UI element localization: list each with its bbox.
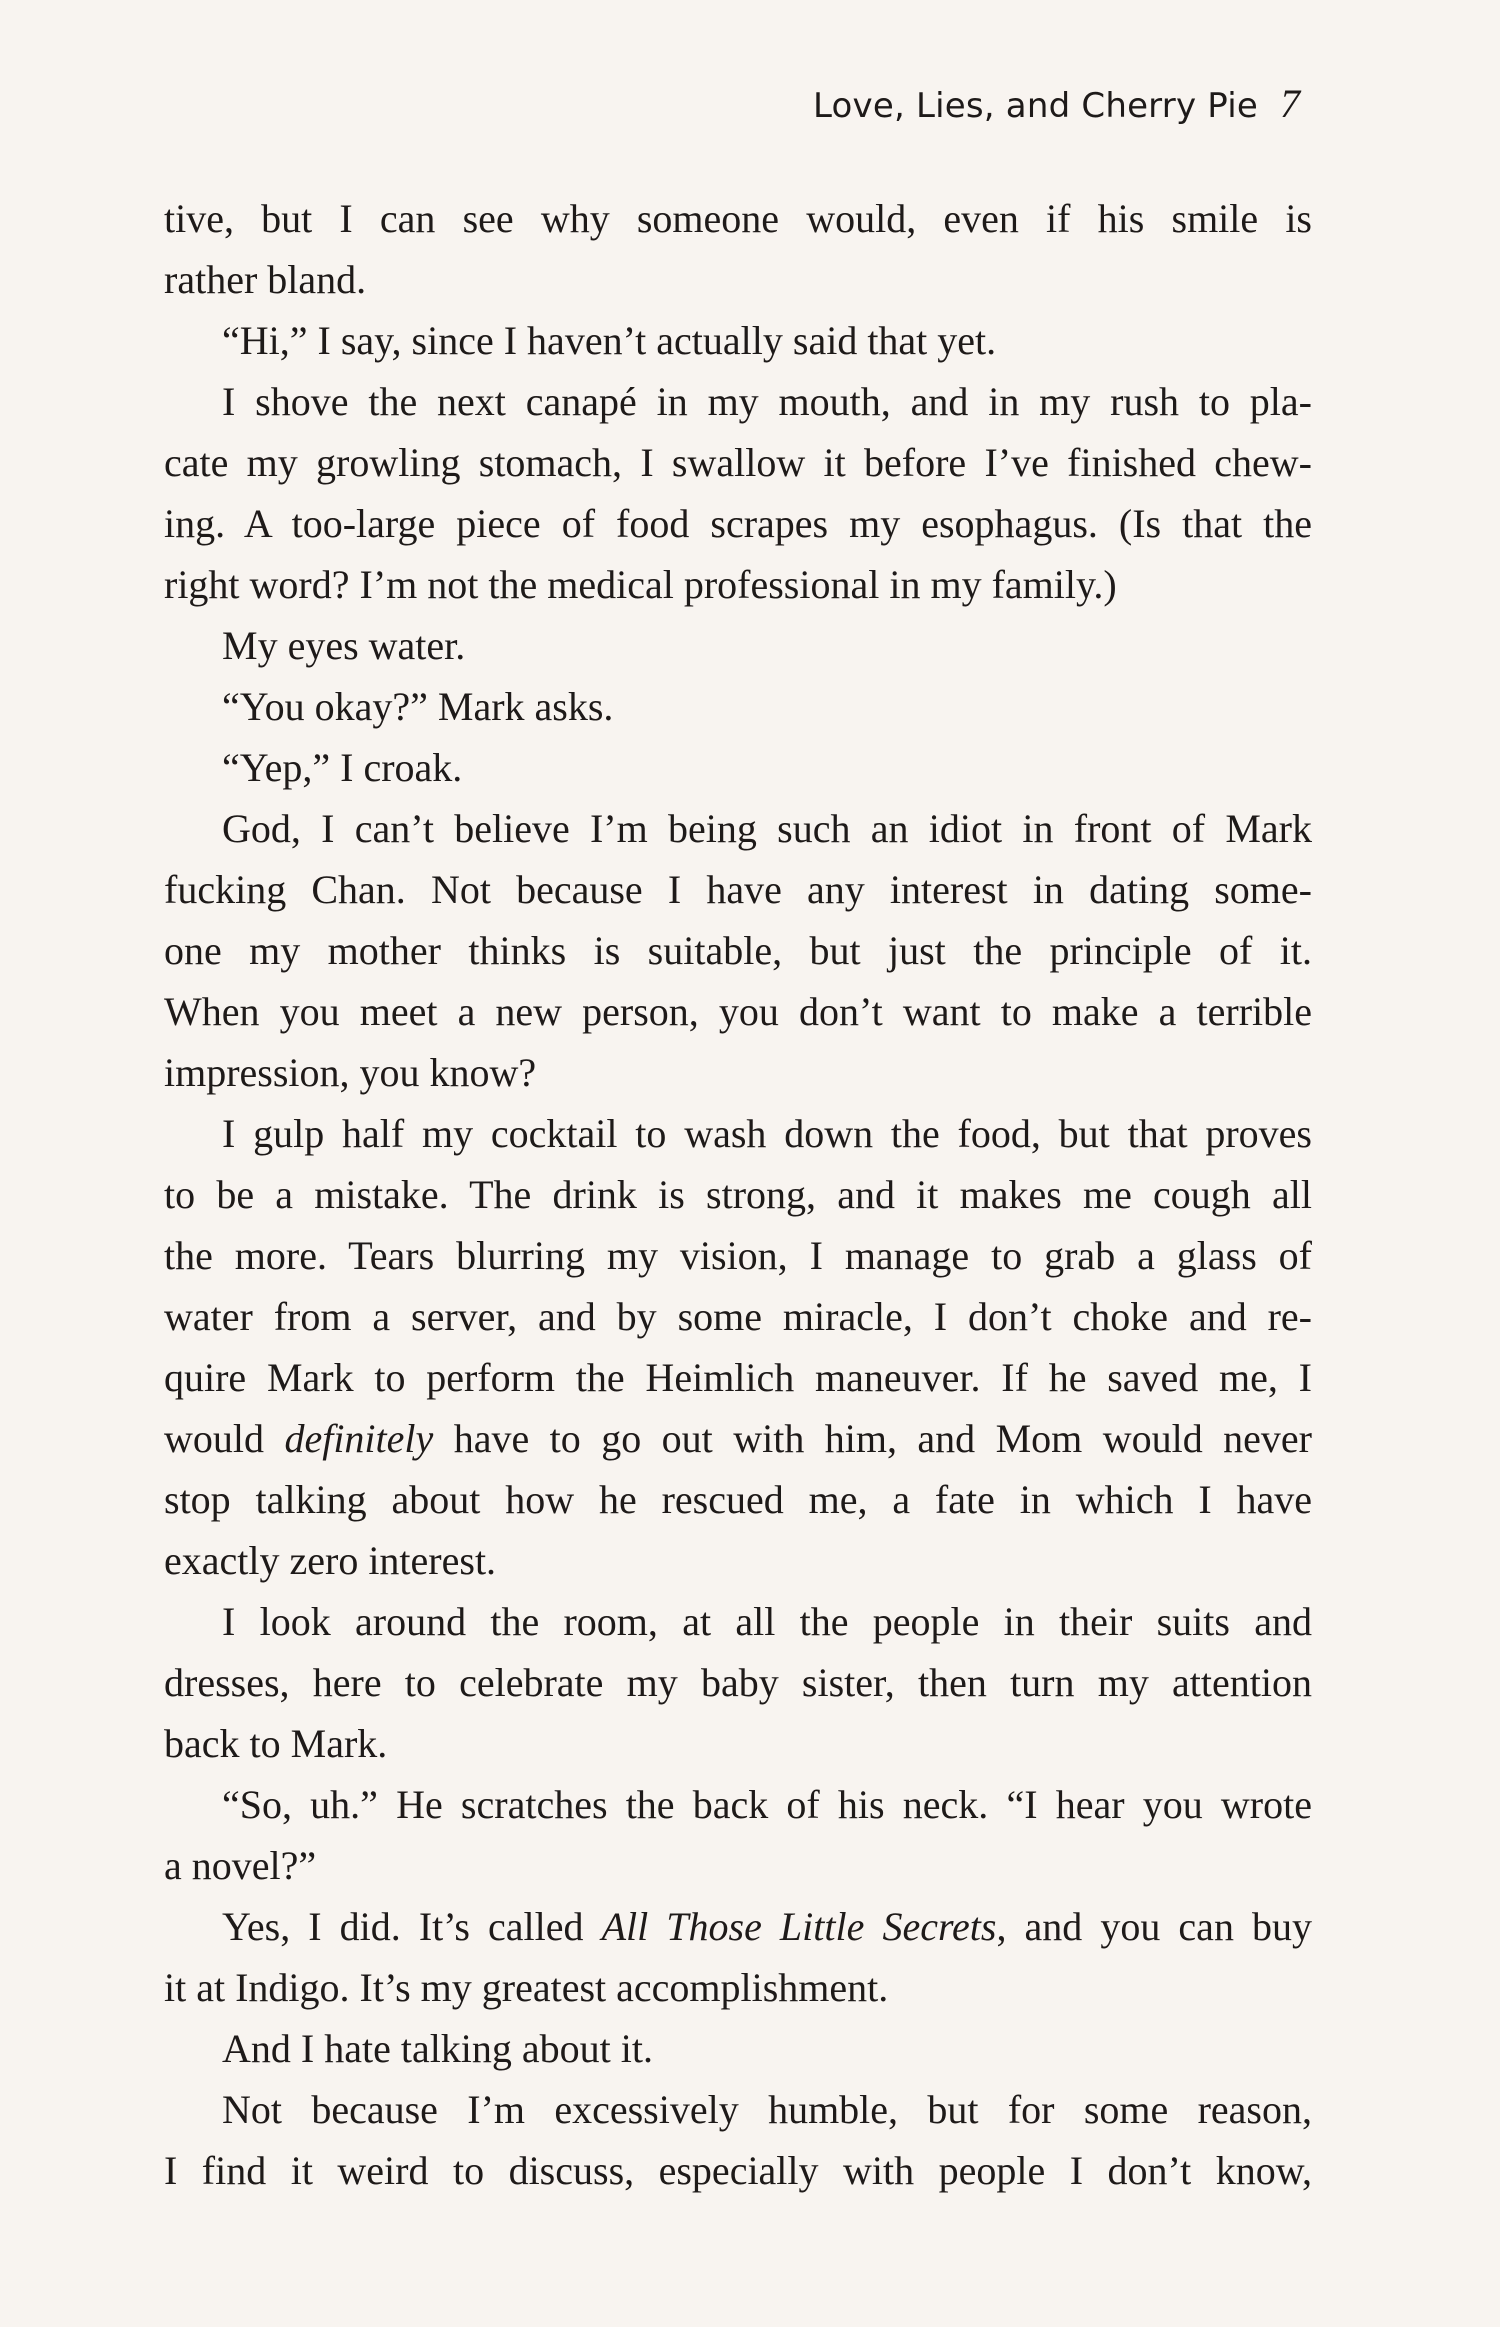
text-line: I gulp half my cocktail to wash down the food, but that proves bbox=[222, 1111, 1312, 1156]
italic-text: definitely bbox=[284, 1416, 434, 1461]
text-line: tive, but I can see why someone would, even if his smile is bbox=[164, 196, 1312, 241]
text-line bbox=[164, 1408, 1312, 1469]
text-segment: have to go out with him, and Mom would never bbox=[433, 1416, 1313, 1461]
text-line: “Hi,” I say, since I haven’t actually said that yet. bbox=[222, 318, 997, 363]
running-header bbox=[813, 76, 1300, 134]
text-line: I look around the room, at all the people in their suits and bbox=[222, 1599, 1312, 1644]
text-line: fucking Chan. Not because I have any interest in dating some- bbox=[164, 867, 1312, 912]
text-segment: , and you can buy bbox=[996, 1904, 1313, 1949]
text-line: “So, uh.” He scratches the back of his neck. “I hear you wrote bbox=[222, 1782, 1312, 1827]
text-line: back to Mark. bbox=[164, 1721, 388, 1766]
text-line bbox=[164, 1896, 1312, 1957]
text-line: cate my growling stomach, I swallow it before I’ve finished chew- bbox=[164, 440, 1312, 485]
text-line: stop talking about how he rescued me, a fate in which I have bbox=[164, 1477, 1312, 1522]
text-line: ing. A too-large piece of food scrapes my esophagus. (Is that the bbox=[164, 501, 1312, 546]
text-line: rather bland. bbox=[164, 257, 367, 302]
text-segment: would bbox=[164, 1416, 285, 1461]
text-line: it at Indigo. It’s my greatest accomplishment. bbox=[164, 1965, 889, 2010]
text-line: the more. Tears blurring my vision, I manage to grab a glass of bbox=[164, 1233, 1312, 1278]
text-line: one my mother thinks is suitable, but just the principle of it. bbox=[164, 928, 1312, 973]
text-line: My eyes water. bbox=[222, 623, 466, 668]
text-line: quire Mark to perform the Heimlich maneuver. If he saved me, I bbox=[164, 1355, 1312, 1400]
text-line: “You okay?” Mark asks. bbox=[222, 684, 614, 729]
text-line: water from a server, and by some miracle, I don’t choke and re- bbox=[164, 1294, 1312, 1339]
text-line: to be a mistake. The drink is strong, and it makes me cough all bbox=[164, 1172, 1312, 1217]
text-line: exactly zero interest. bbox=[164, 1538, 497, 1583]
text-segment: Yes, I did. It’s called bbox=[222, 1904, 602, 1949]
running-title: Love, Lies, and Cherry Pie bbox=[812, 86, 1258, 126]
text-line: dresses, here to celebrate my baby sister, then turn my attention bbox=[164, 1660, 1312, 1705]
text-line: a novel?” bbox=[164, 1843, 317, 1888]
text-line: I shove the next canapé in my mouth, and in my rush to pla- bbox=[222, 379, 1312, 424]
page-number: 7 bbox=[1280, 81, 1300, 126]
text-line: right word? I’m not the medical professional in my family.) bbox=[164, 562, 1117, 607]
body-text bbox=[164, 188, 1312, 2201]
italic-text: All Those Little Secrets bbox=[601, 1904, 997, 1949]
text-line: When you meet a new person, you don’t want to make a terrible bbox=[164, 989, 1312, 1034]
text-line: I find it weird to discuss, especially with people I don’t know, bbox=[164, 2148, 1312, 2193]
text-line: And I hate talking about it. bbox=[222, 2026, 654, 2071]
text-line: Not because I’m excessively humble, but for some reason, bbox=[222, 2087, 1312, 2132]
text-line: God, I can’t believe I’m being such an idiot in front of Mark bbox=[222, 806, 1312, 851]
text-line: “Yep,” I croak. bbox=[222, 745, 463, 790]
text-line: impression, you know? bbox=[164, 1050, 537, 1095]
